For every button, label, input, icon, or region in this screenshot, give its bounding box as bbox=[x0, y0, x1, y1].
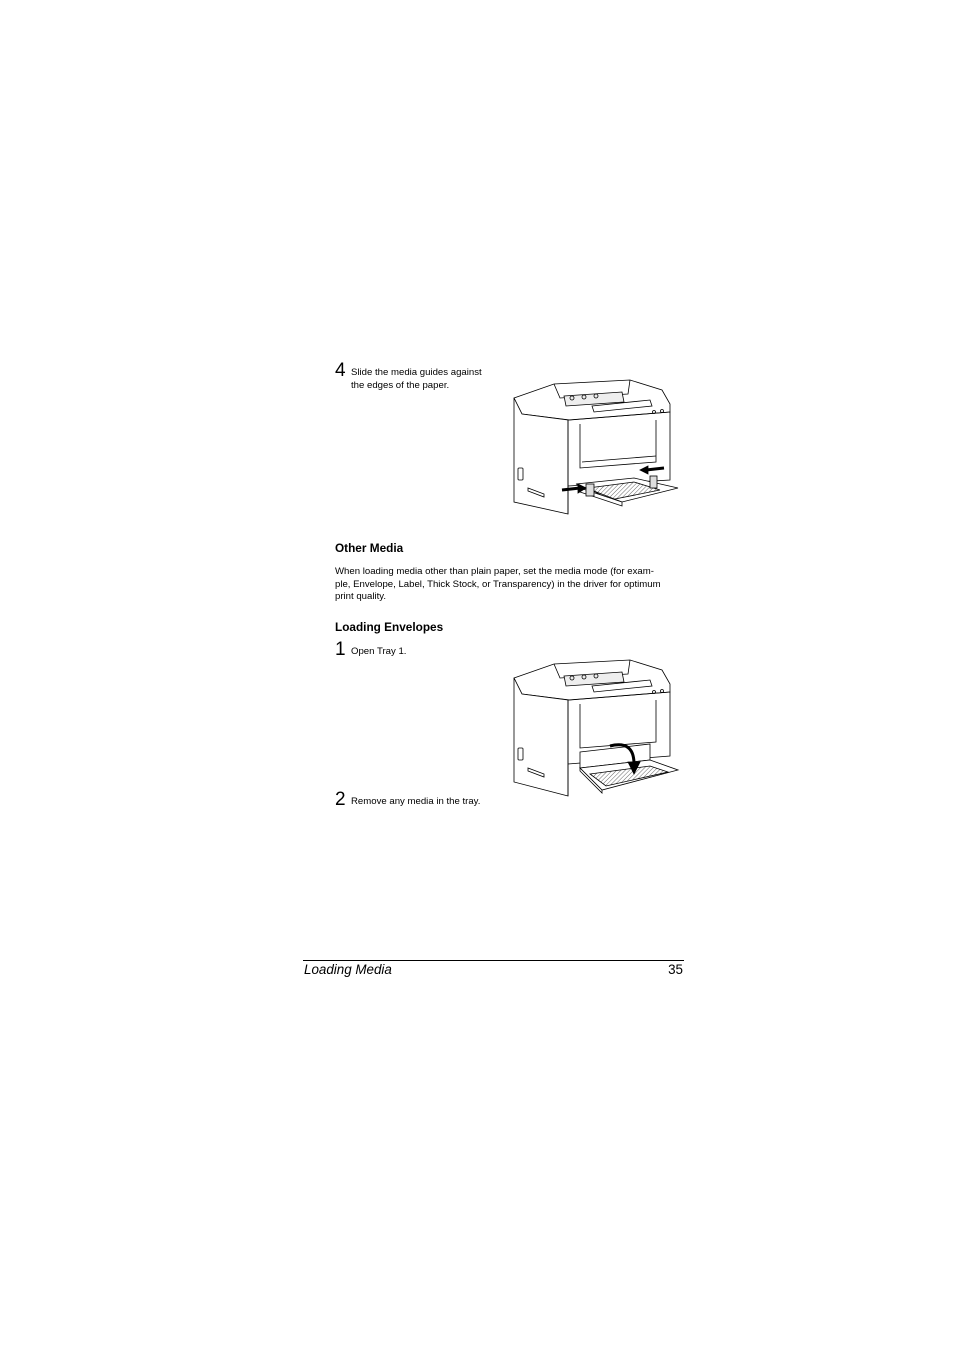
step-number: 1 bbox=[335, 639, 346, 660]
footer-title: Loading Media bbox=[304, 962, 392, 977]
step-text-line: Slide the media guides against bbox=[351, 367, 482, 378]
step-number: 4 bbox=[335, 360, 346, 381]
paragraph-line: When loading media other than plain paper, set the media mode (for exam- bbox=[335, 566, 654, 577]
footer-rule bbox=[303, 960, 684, 961]
section-heading-other-media: Other Media bbox=[335, 541, 404, 555]
step-text bbox=[351, 366, 482, 392]
step-text-line: the edges of the paper. bbox=[351, 380, 450, 391]
page-number: 35 bbox=[668, 962, 683, 977]
other-media-paragraph bbox=[335, 566, 685, 604]
printer-open-tray-illustration bbox=[510, 656, 680, 798]
paragraph-line: ple, Envelope, Label, Thick Stock, or Transparency) in the driver for optimum bbox=[335, 578, 661, 590]
section-heading-loading-envelopes: Loading Envelopes bbox=[335, 620, 444, 634]
step-text: Remove any media in the tray. bbox=[351, 796, 481, 807]
paragraph-line: print quality. bbox=[335, 591, 387, 603]
printer-media-guides-illustration bbox=[510, 376, 680, 516]
step-number: 2 bbox=[335, 789, 346, 810]
step-text: Open Tray 1. bbox=[351, 646, 407, 657]
